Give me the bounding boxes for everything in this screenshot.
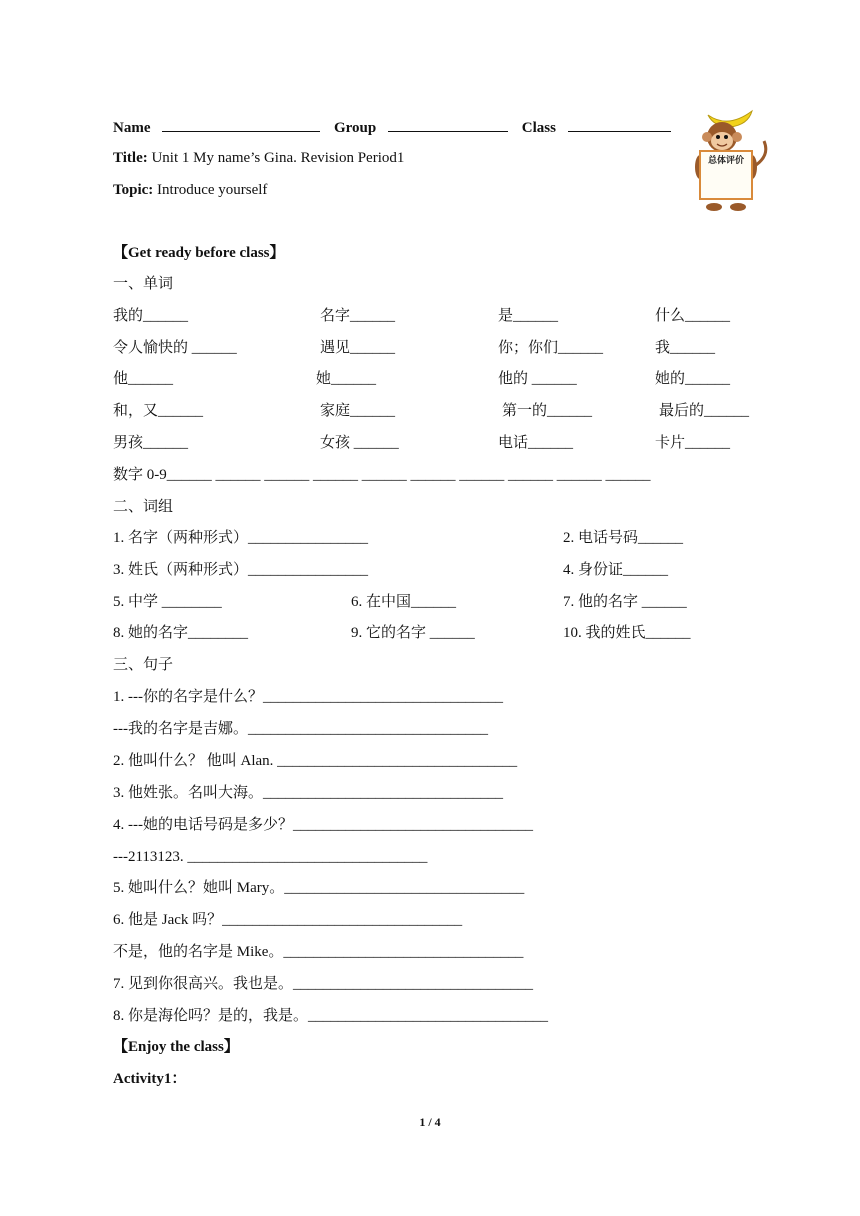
phrase-item: 5. 中学 ________ [113, 594, 222, 610]
sentence-line: 1. ---你的名字是什么？________________________________ [113, 689, 503, 705]
phrase-item: 4. 身份证______ [563, 562, 669, 578]
topic-row [113, 180, 267, 200]
sentence-line: 2. 他叫什么？ 他叫 Alan. ________________________________ [113, 753, 518, 769]
topic-value: Introduce yourself [157, 182, 268, 198]
sentence-line: 7. 见到你很高兴。我也是。________________________________ [113, 976, 534, 992]
section-enjoy-class: 【Enjoy the class】 [113, 1039, 239, 1055]
monkey-mascot-icon [690, 105, 770, 215]
part2-heading: 二、词组 [113, 499, 174, 515]
vocab-cell: 名字______ [320, 308, 396, 324]
vocab-cell: 第一的______ [502, 403, 593, 419]
phrase-item: 8. 她的名字________ [113, 625, 249, 641]
vocab-cell: 和，又______ [113, 403, 204, 419]
page-number: 1 / 4 [419, 1115, 441, 1129]
sentence-line: 3. 他姓张。名叫大海。________________________________ [113, 785, 504, 801]
activity1-label: Activity1： [113, 1071, 187, 1087]
vocab-cell: 电话______ [498, 435, 574, 451]
phrase-item: 3. 姓氏（两种形式）________________ [113, 562, 369, 578]
vocab-cell: 你；你们______ [498, 340, 604, 356]
vocab-cell: 男孩______ [113, 435, 189, 451]
name-label: Name [113, 120, 151, 136]
vocab-cell: 遇见______ [320, 340, 396, 356]
section-get-ready: 【Get ready before class】 [113, 245, 285, 261]
vocab-cell: 他______ [113, 371, 174, 387]
phrase-item: 6. 在中国______ [351, 594, 457, 610]
sentence-line: 8. 你是海伦吗？是的，我是。________________________________ [113, 1008, 549, 1024]
badge-text: 总体评价 [707, 156, 745, 166]
vocab-cell: 他的 ______ [498, 371, 577, 387]
vocab-cell: 我______ [655, 340, 716, 356]
phrase-item: 10. 我的姓氏______ [563, 625, 691, 641]
title-row [113, 148, 404, 168]
vocab-cell: 最后的______ [659, 403, 750, 419]
phrase-item: 1. 名字（两种形式）________________ [113, 530, 369, 546]
topic-label: Topic: [113, 182, 154, 198]
name-blank[interactable] [162, 117, 320, 132]
numbers-row: 数字 0-9______ ______ ______ ______ ______ ______ ______ ______ ______ ______ [113, 467, 651, 483]
group-label: Group [334, 120, 377, 136]
class-blank[interactable] [568, 117, 671, 132]
phrase-item: 9. 它的名字 ______ [351, 625, 475, 641]
vocab-cell: 女孩 ______ [320, 435, 399, 451]
title-value: Unit 1 My name’s Gina. Revision Period1 [151, 150, 405, 166]
sentence-line: 5. 她叫什么？她叫 Mary。________________________________ [113, 880, 525, 896]
sentence-line: 6. 他是 Jack 吗？________________________________ [113, 912, 463, 928]
vocab-cell: 她______ [316, 371, 377, 387]
vocab-cell: 令人愉快的 ______ [113, 340, 237, 356]
phrase-item: 2. 电话号码______ [563, 530, 684, 546]
sentence-line: ---2113123. ________________________________ [113, 849, 428, 865]
vocab-cell: 我的______ [113, 308, 189, 324]
part3-heading: 三、句子 [113, 657, 174, 673]
sentence-line: 4. ---她的电话号码是多少？________________________________ [113, 817, 533, 833]
sentence-line: ---我的名字是吉娜。________________________________ [113, 721, 488, 737]
vocab-cell: 家庭______ [320, 403, 396, 419]
sentence-line: 不是，他的名字是 Mike。________________________________ [113, 944, 524, 960]
vocab-cell: 是______ [498, 308, 559, 324]
group-blank[interactable] [388, 117, 508, 132]
phrase-item: 7. 他的名字 ______ [563, 594, 687, 610]
vocab-cell: 什么______ [655, 308, 731, 324]
title-label: Title: [113, 150, 148, 166]
vocab-cell: 卡片______ [655, 435, 731, 451]
part1-heading: 一、单词 [113, 276, 174, 292]
class-label: Class [521, 120, 556, 136]
vocab-cell: 她的______ [655, 371, 731, 387]
name-row [113, 117, 671, 138]
